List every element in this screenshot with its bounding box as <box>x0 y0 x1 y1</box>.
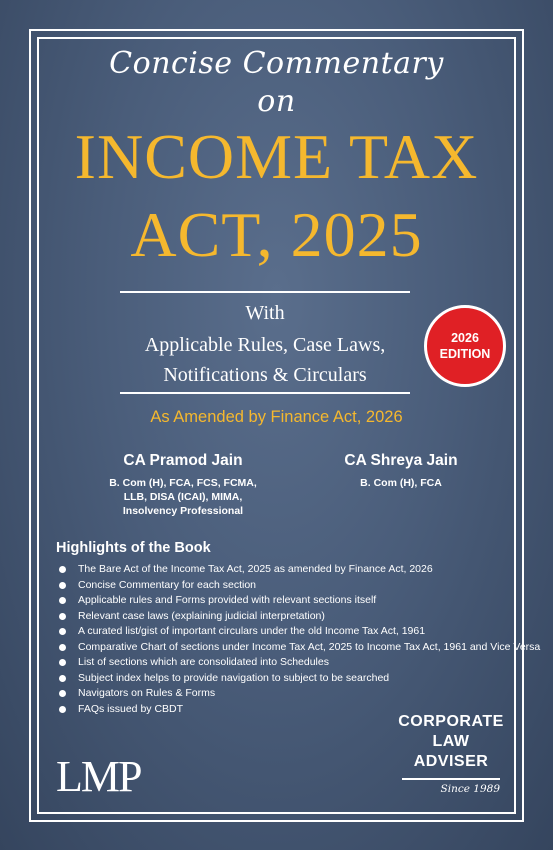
highlight-item <box>56 609 540 625</box>
edition-year: 2026 <box>451 331 479 345</box>
with-label: With <box>245 302 285 324</box>
logo-line-adviser: ADVISER <box>413 753 489 770</box>
corporate-law-adviser-logo <box>398 712 504 796</box>
divider-bottom <box>120 392 410 394</box>
author-credentials: B. Com (H), FCA <box>360 477 442 489</box>
with-notifications-line: Notifications & Circulars <box>163 364 367 386</box>
with-rules-line: Applicable Rules, Case Laws, <box>144 334 386 356</box>
author-shreya-jain <box>316 452 486 490</box>
author-name: CA Shreya Jain <box>344 452 458 469</box>
author-credentials: LLB, DISA (ICAI), MIMA, <box>123 491 243 503</box>
highlight-item <box>56 562 540 578</box>
bullet-icon <box>59 644 66 651</box>
highlight-item <box>56 655 540 671</box>
lmp-logo: LMP <box>56 752 141 801</box>
bullet-icon <box>59 582 66 589</box>
highlight-text: List of sections which are consolidated into Schedules <box>78 656 329 668</box>
highlight-text: Applicable rules and Forms provided with relevant sections itself <box>78 594 377 606</box>
highlight-text: Navigators on Rules & Forms <box>78 687 216 699</box>
bullet-icon <box>59 597 66 604</box>
edition-badge <box>424 305 506 387</box>
highlight-item <box>56 624 540 640</box>
highlight-item <box>56 593 540 609</box>
subtitle-concise-commentary: Concise Commentary <box>109 46 444 81</box>
bullet-icon <box>59 690 66 697</box>
highlight-text: FAQs issued by CBDT <box>78 702 184 715</box>
bullet-icon <box>59 659 66 666</box>
bullet-icon <box>59 628 66 635</box>
author-pramod-jain <box>98 452 268 518</box>
highlight-text: A curated list/gist of important circulars under the old Income Tax Act, 1961 <box>78 625 426 637</box>
highlight-text: Relevant case laws (explaining judicial interpretation) <box>78 609 325 622</box>
logo-since: Since 1989 <box>440 783 500 795</box>
author-name: CA Pramod Jain <box>123 452 243 469</box>
logo-line-corporate: CORPORATE <box>398 713 504 730</box>
bullet-icon <box>59 706 66 713</box>
highlights-heading: Highlights of the Book <box>56 540 211 556</box>
bullet-icon <box>59 566 66 573</box>
highlight-item <box>56 686 540 702</box>
author-credentials: Insolvency Professional <box>122 505 244 517</box>
bullet-icon <box>59 675 66 682</box>
edition-label: EDITION <box>439 347 491 361</box>
highlights-list <box>56 562 540 717</box>
highlight-item <box>56 578 540 594</box>
bullet-icon <box>59 613 66 620</box>
title-line-income-tax: INCOME TAX <box>74 121 479 192</box>
divider-top <box>120 291 410 293</box>
title-line-act-2025: ACT, 2025 <box>130 199 423 270</box>
highlight-item <box>56 640 540 656</box>
highlight-item <box>56 671 540 687</box>
amended-note: As Amended by Finance Act, 2026 <box>150 408 403 426</box>
highlight-text: Comparative Chart of sections under Income Tax Act, 2025 to Income Tax Act, 1961 and Vice Versa <box>78 640 541 653</box>
author-credentials: B. Com (H), FCA, FCS, FCMA, <box>109 477 257 489</box>
highlight-text: Concise Commentary for each section <box>78 578 256 591</box>
logo-divider <box>402 778 500 780</box>
highlight-text: The Bare Act of the Income Tax Act, 2025 as amended by Finance Act, 2026 <box>78 563 433 575</box>
highlight-text: Subject index helps to provide navigation to subject to be searched <box>78 671 390 684</box>
subtitle-on: on <box>257 84 296 119</box>
logo-line-law: LAW <box>432 733 470 750</box>
